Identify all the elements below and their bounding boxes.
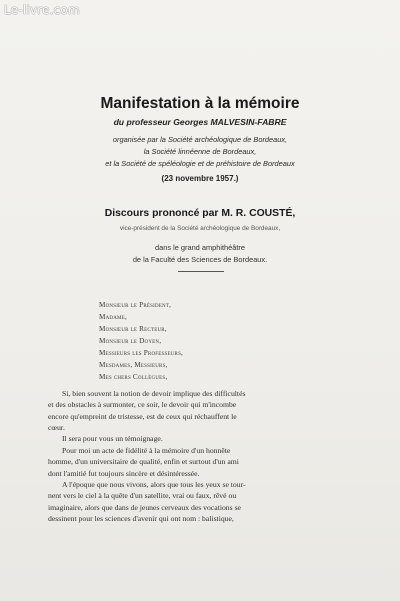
salutation-line: Monsieur le Président,: [99, 301, 172, 309]
paragraph-line: dessinent pour les sciences d'avenir qui ont nom : balistique,: [48, 513, 234, 523]
salutation-line: Mesdames, Messieurs,: [99, 361, 168, 369]
salutation-line: Mes chers Collègues,: [99, 373, 168, 381]
divider: [178, 271, 224, 272]
salutation-line: Monsieur le Doyen,: [99, 337, 162, 345]
organizer-line: et la Société de spéléologie et de préhistoire de Bordeaux: [105, 159, 295, 168]
body-paragraph: [48, 388, 352, 433]
paragraph-line: A l'époque que nous vivons, alors que tous les yeux se tour-: [62, 480, 246, 489]
organizer-line: organisée par la Société archéologique de Bordeaux,: [112, 135, 288, 144]
paragraph-line: Il sera pour vous un témoignage.: [62, 434, 163, 443]
event-date: (23 novembre 1957.): [161, 174, 239, 183]
salutation-line: Monsieur le Recteur,: [99, 325, 167, 333]
page-title: Manifestation à la mémoire: [100, 95, 300, 112]
watermark: Le-livre.com: [4, 3, 80, 17]
paragraph-line: et des obstacles à surmonter, ce soir, le devoir qui m'incombe: [48, 400, 237, 410]
subtitle: du professeur Georges MALVESIN-FABRE: [113, 117, 287, 127]
speech-title: Discours prononcé par M. R. COUSTÉ,: [104, 208, 296, 219]
body-paragraph: [48, 433, 352, 444]
speaker-role: vice-président de la Société archéologique de Bordeaux,: [119, 225, 281, 232]
salutation-line: Madame,: [99, 313, 127, 321]
venue-line: dans le grand amphithéâtre: [155, 243, 245, 252]
salutation-line: Messieurs les Professeurs,: [99, 349, 184, 357]
paragraph-line: homme, d'un universitaire de qualité, enfin et surtout d'un ami: [48, 457, 239, 467]
paragraph-line: imaginaire, alors que dans de jeunes cerveaux des vocations se: [48, 502, 241, 512]
body-paragraph: [48, 479, 352, 524]
body-paragraph: [48, 445, 352, 479]
organizer-line: la Société linnéenne de Bordeaux,: [143, 147, 257, 156]
paragraph-line: cœur.: [48, 422, 65, 432]
paragraph-line: dont l'amitié fut toujours sincère et désintéressée.: [48, 468, 200, 478]
paragraph-line: Si, bien souvent la notion de devoir implique des difficultés: [62, 389, 246, 398]
paragraph-line: encore qu'empreint de tristesse, est de ceux qui réchauffent le: [48, 411, 237, 421]
paragraph-line: Pour moi un acte de fidélité à la mémoire d'un honnête: [62, 446, 231, 455]
venue-line: de la Faculté des Sciences de Bordeaux.: [132, 255, 268, 264]
paragraph-line: nent vers le ciel à la quête d'un satellite, vrai ou faux, rêvé ou: [48, 491, 237, 501]
